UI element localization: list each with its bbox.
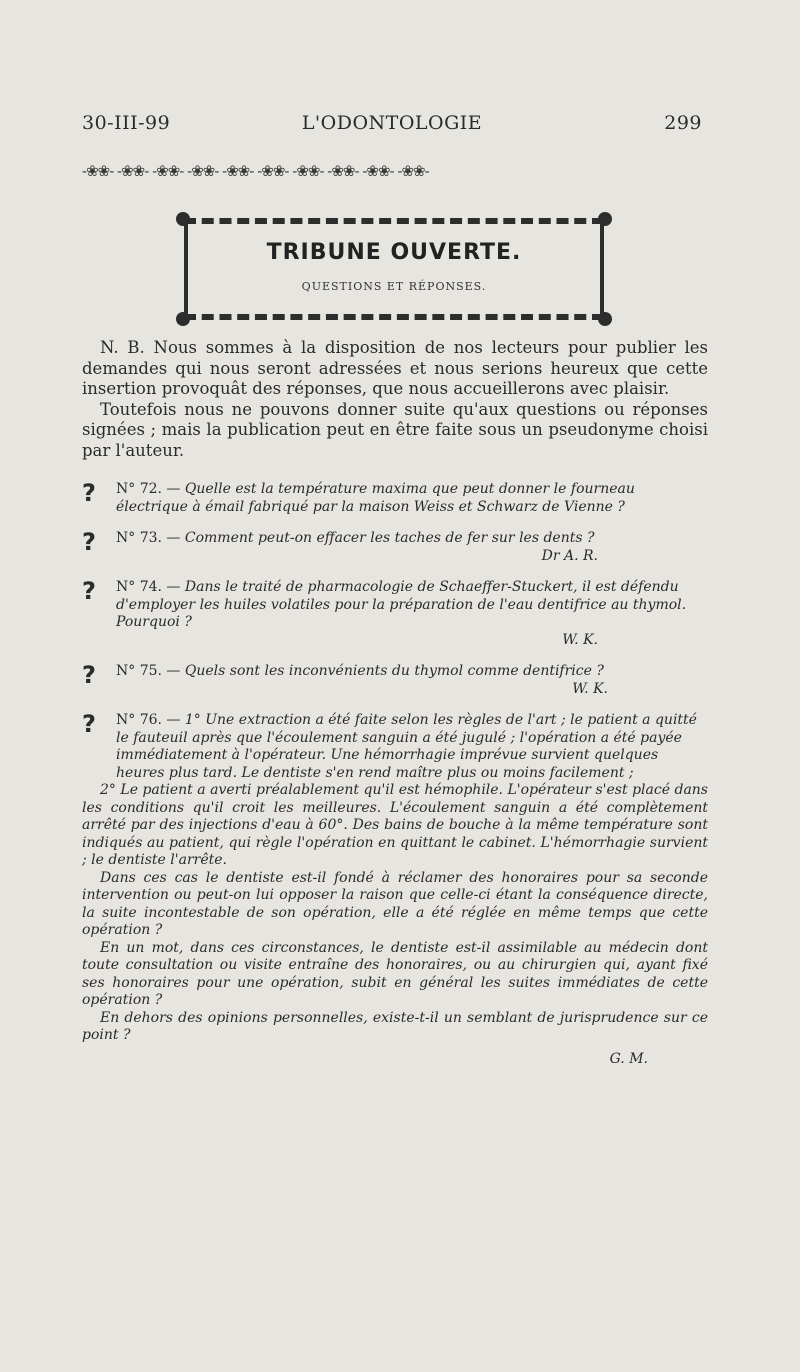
final-signature: G. M. [609, 1050, 648, 1067]
question-mark-icon: ? [82, 710, 96, 738]
question-text: Comment peut-on effacer les taches de fer sur les dents ? [184, 530, 595, 546]
question-text: Quelle est la température maxima que peut donner le fourneau électrique à émail fabriqué par la maison Weiss et Schwarz de Vienne ? [116, 481, 635, 515]
article-body [82, 338, 708, 1067]
question-text: Dans le traité de pharmacologie de Schaeffer-Stuckert, il est défendu d'employer les huiles volatiles pour la préparation de l'eau dentifrice au thymol. Pourquoi ? [116, 579, 687, 630]
question-number: N° 76. — [116, 712, 181, 728]
question-mark-icon: ? [82, 661, 96, 689]
question-number: N° 75. — [116, 663, 181, 679]
question-mark-icon: ? [82, 479, 96, 507]
question-item [82, 663, 708, 698]
question-item [82, 481, 708, 516]
question-number: N° 72. — [116, 481, 181, 497]
section-subtitle: QUESTIONS ET RÉPONSES. [301, 280, 487, 293]
running-header [82, 112, 702, 146]
question-continuation: En dehors des opinions personnelles, existe-t-il un semblant de jurisprudence sur ce point ? [82, 1009, 708, 1043]
corner-dot-icon [176, 212, 190, 226]
frame-border [184, 218, 604, 320]
question-text: Quels sont les inconvénients du thymol comme dentifrice ? [184, 663, 604, 679]
question-signature: Dr A. R. [541, 547, 598, 564]
question-item [82, 712, 708, 782]
journal-title: L'ODONTOLOGIE [301, 112, 483, 134]
question-item [82, 530, 708, 565]
question-continuation: 2° Le patient a averti préalablement qu'il est hémophile. L'opérateur s'est placé dans les conditions qu'il croit les meilleures. L'écoulement sanguin a été complètement arrêté par des injections d'eau à 60°. Des bains de bouche à la même température sont indiqués au patient, qui règle l'opération en quittant le cabinet. L'hémorrhagie survient ; le dentiste l'arrête. [82, 782, 708, 868]
corner-dot-icon [598, 212, 612, 226]
question-continuation: Dans ces cas le dentiste est-il fondé à réclamer des honoraires pour sa seconde intervention ou peut-on lui opposer la raison que celle-ci étant la conséquence directe, la suite incontestable de son opération, elle a été réglée en même temps que cette opération ? [82, 869, 708, 938]
section-frame [176, 210, 612, 328]
question-number: N° 74. — [116, 579, 181, 595]
section-title: TRIBUNE OUVERTE. [266, 240, 522, 265]
issue-date: 30-III-99 [82, 112, 171, 134]
intro-paragraph: Toutefois nous ne pouvons donner suite qu'aux questions ou réponses signées ; mais la publication peut en être faite sous un pseudonyme choisi par l'auteur. [82, 399, 708, 460]
question-mark-icon: ? [82, 528, 96, 556]
question-mark-icon: ? [82, 577, 96, 605]
question-continuation: En un mot, dans ces circonstances, le dentiste est-il assimilable au médecin dont toute consultation ou visite entraîne des honoraires, ou au chirurgien qui, ayant fixé ses honoraires pour une opération, subit en général les suites immédiates de cette opération ? [82, 939, 708, 1008]
intro-paragraph: N. B. Nous sommes à la disposition de nos lecteurs pour publier les demandes qui nous seront adressées et nous serions heureux que cette insertion provoquât des réponses, que nous accueillerons avec plaisir. [82, 338, 708, 398]
question-signature: W. K. [562, 631, 598, 648]
question-text: 1° Une extraction a été faite selon les règles de l'art ; le patient a quitté le fauteuil après que l'écoulement sanguin a été jugulé ; l'opération a été payée immédiatement à l'opérateur. Une hémorrhagie imprévue survient quelques heures plus tard. Le dentiste s'en rend maître plus ou moins facilement ; [116, 712, 697, 781]
corner-dot-icon [598, 312, 612, 326]
question-number: N° 73. — [116, 530, 181, 546]
question-item [82, 579, 708, 649]
decorative-ornament-band: -❀❀- -❀❀- -❀❀- -❀❀- -❀❀- -❀❀- -❀❀- -❀❀- -❀❀- -❀❀- [82, 162, 429, 180]
page-number: 299 [664, 112, 702, 134]
question-signature: W. K. [572, 680, 608, 697]
corner-dot-icon [176, 312, 190, 326]
